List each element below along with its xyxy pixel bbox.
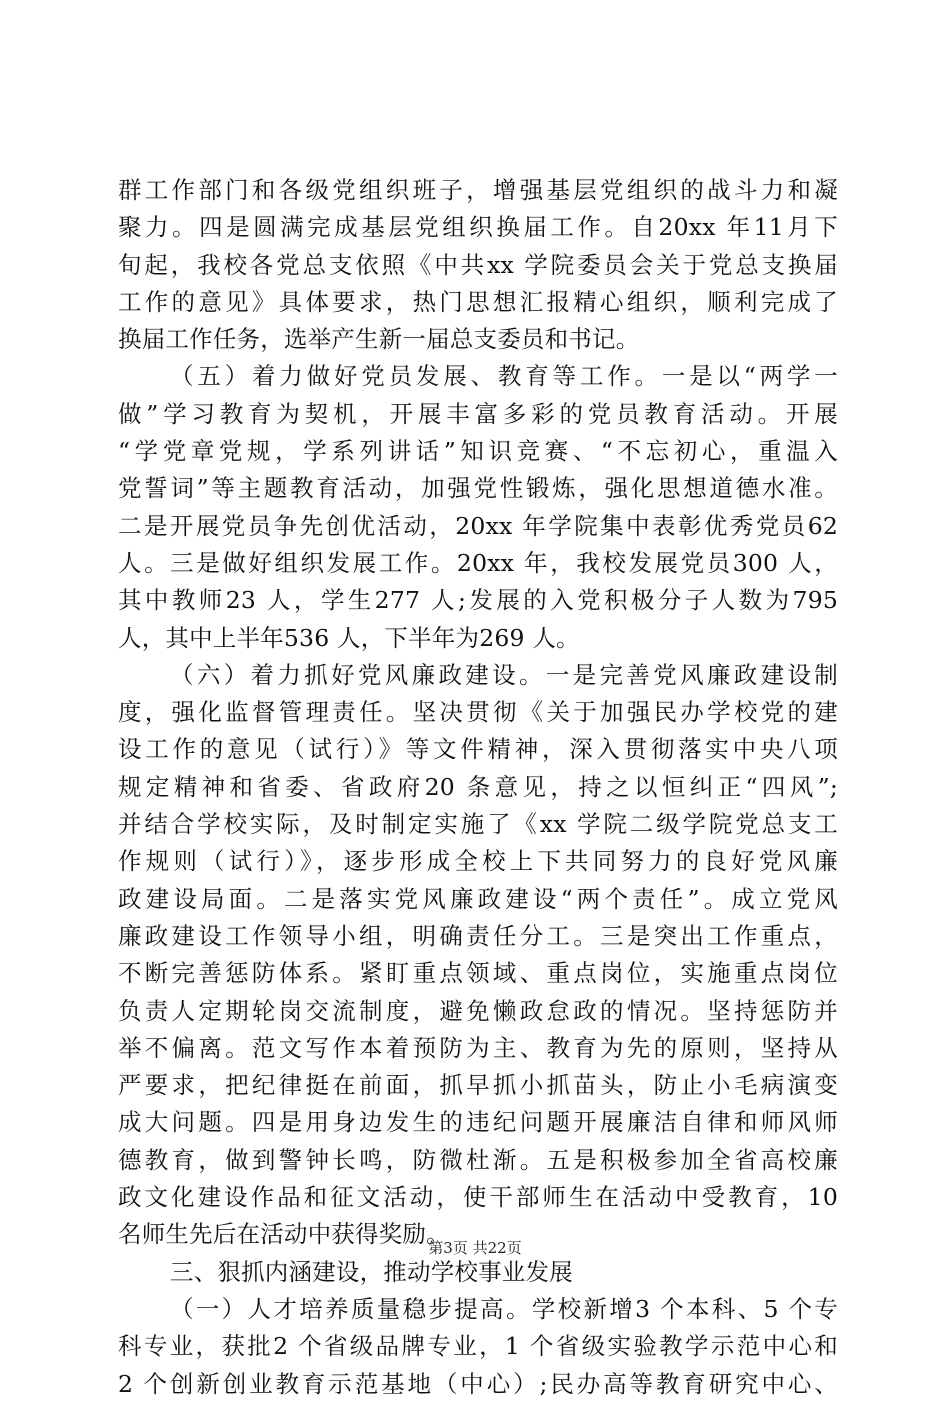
section-heading: 三、狠抓内涵建设，推动学校事业发展 — [170, 1257, 573, 1286]
text-line: 不断完善惩防体系。紧盯重点领域、重点岗位，实施重点岗位 — [118, 959, 838, 988]
text-line: 人，其中上半年536 人，下半年为269 人。 — [118, 623, 580, 652]
text-line: “学党章党规，学系列讲话”知识竞赛、“不忘初心，重温入 — [118, 437, 838, 466]
text-line: 做”学习教育为契机，开展丰富多彩的党员教育活动。开展 — [118, 399, 838, 428]
text-line: 政建设局面。二是落实党风廉政建设“两个责任”。成立党风 — [118, 884, 838, 913]
paragraph-start-line: （一）人才培养质量稳步提高。学校新增3 个本科、5 个专 — [170, 1294, 838, 1323]
text-line: 聚力。四是圆满完成基层党组织换届工作。自20xx 年11月下 — [118, 213, 839, 242]
text-line: 成大问题。四是用身边发生的违纪问题开展廉洁自律和师风师 — [118, 1108, 838, 1137]
text-line: 廉政建设工作领导小组，明确责任分工。三是突出工作重点， — [118, 921, 838, 950]
paragraph-start-line: （五）着力做好党员发展、教育等工作。一是以“两学一 — [170, 362, 838, 391]
text-line: 群工作部门和各级党组织班子，增强基层党组织的战斗力和凝 — [118, 176, 838, 204]
text-line: 负责人定期轮岗交流制度，避免懒政怠政的情况。坚持惩防并 — [118, 996, 838, 1025]
text-line: 换届工作任务，选举产生新一届总支委员和书记。 — [118, 325, 640, 354]
text-line: 设工作的意见（试行）》等文件精神，深入贯彻落实中央八项 — [118, 735, 838, 764]
document-body — [118, 172, 838, 1403]
text-line: 党誓词”等主题教育活动，加强党性锻炼，强化思想道德水准。 — [118, 474, 838, 503]
text-line: 严要求，把纪律挺在前面，抓早抓小抓苗头，防止小毛病演变 — [118, 1071, 838, 1100]
text-line: 工作的意见》具体要求，热门思想汇报精心组织，顺利完成了 — [118, 287, 838, 316]
text-line: 作规则（试行）》，逐步形成全校上下共同努力的良好党风廉 — [118, 847, 838, 876]
text-line: 并结合学校实际，及时制定实施了《xx 学院二级学院党总支工 — [118, 810, 838, 839]
text-line: 规定精神和省委、省政府20 条意见，持之以恒纠正“四风”; — [118, 772, 838, 801]
page-number-footer: 第3页 共22页 — [428, 1239, 522, 1257]
text-line: 二是开展党员争先创优活动，20xx 年学院集中表彰优秀党员62 — [118, 511, 838, 540]
text-line: 德教育，做到警钟长鸣，防微杜渐。五是积极参加全省高校廉 — [118, 1145, 838, 1174]
text-line: 科专业，获批2 个省级品牌专业，1 个省级实验教学示范中心和 — [118, 1332, 838, 1361]
text-line: 度，强化监督管理责任。坚决贯彻《关于加强民办学校党的建 — [118, 698, 838, 727]
text-line: 举不偏离。范文写作本着预防为主、教育为先的原则，坚持从 — [118, 1033, 838, 1062]
text-line: 政文化建设作品和征文活动，使干部师生在活动中受教育，10 — [118, 1183, 838, 1212]
text-line: 2 个创新创业教育示范基地（中心）;民办高等教育研究中心、 — [118, 1369, 838, 1398]
text-line: 名师生先后在活动中获得奖励。 — [118, 1220, 450, 1249]
paragraph-start-line: （六）着力抓好党风廉政建设。一是完善党风廉政建设制 — [170, 660, 838, 689]
text-line: 旬起，我校各党总支依照《中共xx 学院委员会关于党总支换届 — [118, 250, 838, 279]
text-line: 其中教师23 人，学生277 人;发展的入党积极分子人数为795 — [118, 586, 838, 615]
text-line: 人。三是做好组织发展工作。20xx 年，我校发展党员300 人， — [118, 548, 838, 577]
